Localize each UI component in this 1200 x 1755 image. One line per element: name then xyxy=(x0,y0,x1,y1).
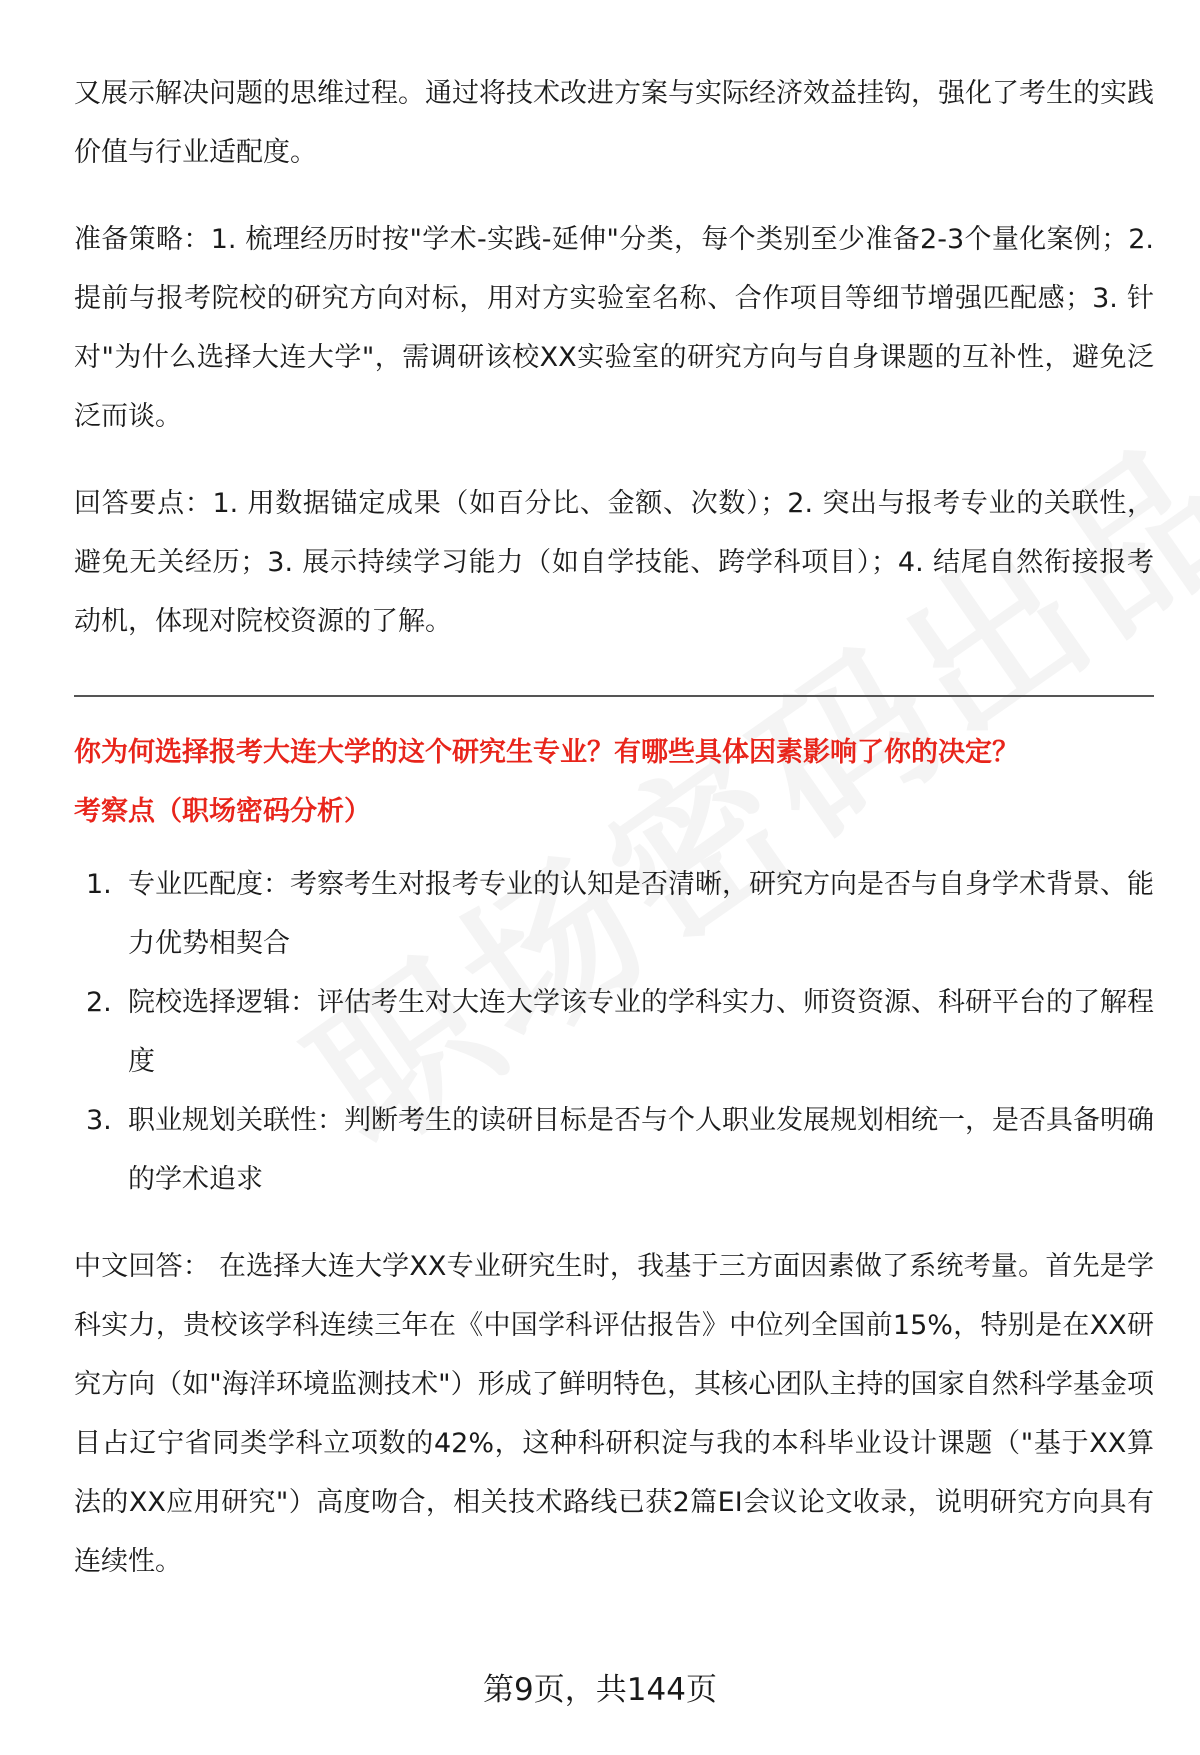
list-item xyxy=(74,1091,1154,1209)
assessment-points-list xyxy=(74,855,1154,1209)
list-item-number: 3. xyxy=(86,1105,112,1136)
answer-paragraph: 中文回答： 在选择大连大学XX专业研究生时，我基于三方面因素做了系统考量。首先是学科实力，贵校该学科连续三年在《中国学科评估报告》中位列全国前15%，特别是在XX研究方向（如"海洋环境监测技术"）形成了鲜明特色，其核心团队主持的国家自然科学基金项目占辽宁省同类学科立项数的42%，这种科研积淀与我的本科毕业设计课题（"基于XX算法的XX应用研究"）高度吻合，相关技术路线已获2篇EI会议论文收录，说明研究方向具有连续性。 xyxy=(74,1251,1154,1577)
list-item-number: 1. xyxy=(86,869,112,900)
key-points-paragraph: 回答要点：1. 用数据锚定成果（如百分比、金额、次数）；2. 突出与报考专业的关联性，避免无关经历；3. 展示持续学习能力（如自学技能、跨学科项目）；4. 结尾自然衔接报考动机，体现对院校资源的了解。 xyxy=(74,488,1154,637)
list-item xyxy=(74,973,1154,1091)
list-item-text: 职业规划关联性：判断考生的读研目标是否与个人职业发展规划相统一，是否具备明确的学术追求 xyxy=(128,1105,1154,1195)
list-item-number: 2. xyxy=(86,987,112,1018)
question-title: 你为何选择报考大连大学的这个研究生专业？有哪些具体因素影响了你的决定？ xyxy=(74,737,1019,768)
document-body xyxy=(74,64,1154,1591)
list-item-text: 院校选择逻辑：评估考生对大连大学该专业的学科实力、师资资源、科研平台的了解程度 xyxy=(128,987,1154,1077)
intro-paragraph: 又展示解决问题的思维过程。通过将技术改进方案与实际经济效益挂钩，强化了考生的实践价值与行业适配度。 xyxy=(74,78,1154,168)
question-subtitle: 考察点（职场密码分析） xyxy=(74,796,371,827)
section-divider xyxy=(74,695,1154,697)
strategy-paragraph: 准备策略：1. 梳理经历时按"学术-实践-延伸"分类，每个类别至少准备2-3个量化案例；2. 提前与报考院校的研究方向对标，用对方实验室名称、合作项目等细节增强匹配感；3. 针对"为什么选择大连大学"，需调研该校XX实验室的研究方向与自身课题的互补性，避免泛泛而谈。 xyxy=(74,224,1154,432)
list-item xyxy=(74,855,1154,973)
list-item-text: 专业匹配度：考察考生对报考专业的认知是否清晰，研究方向是否与自身学术背景、能力优势相契合 xyxy=(128,869,1154,959)
page-number: 第9页，共144页 xyxy=(483,1672,717,1708)
